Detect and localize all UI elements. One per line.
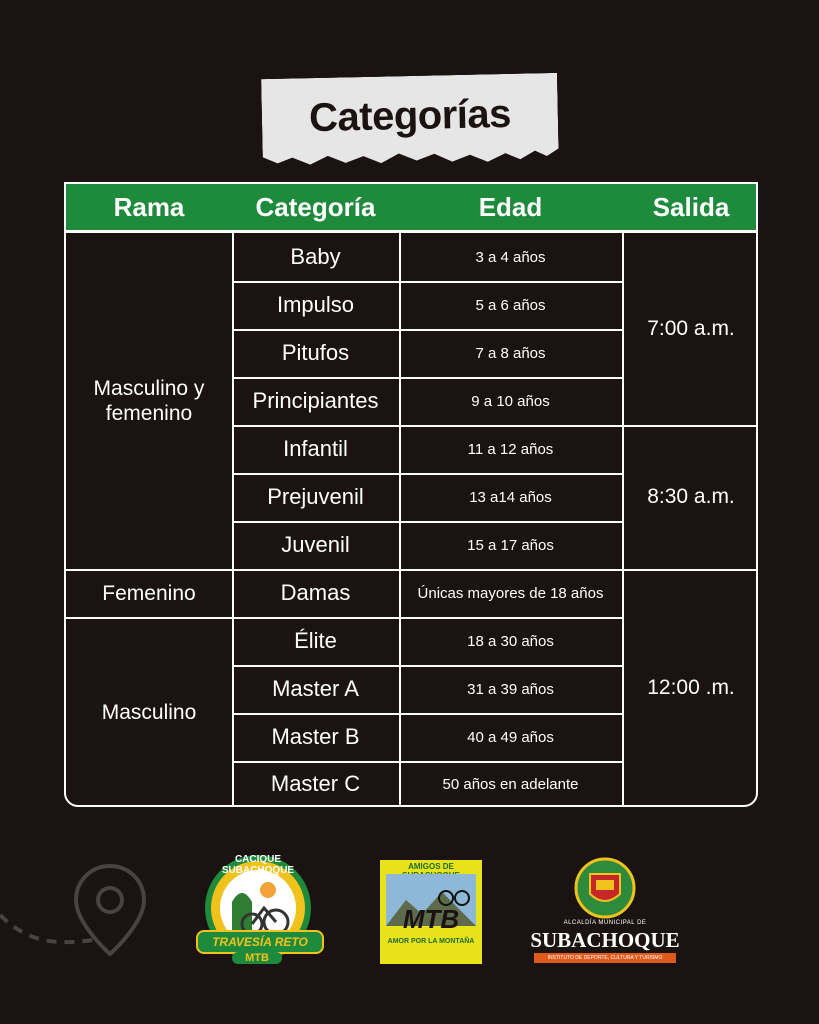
dashed-path-decoration [0, 905, 110, 955]
age-cell: 50 años en adelante [399, 761, 624, 807]
cacique-top-text: CACIQUE SUBACHOQUE [221, 854, 295, 876]
age-cell: 9 a 10 años [399, 377, 624, 427]
category-cell: Principiantes [232, 377, 401, 427]
category-cell: Élite [232, 617, 401, 667]
municipal-shield-icon [574, 856, 636, 920]
alcaldia-sub: INSTITUTO DE DEPORTE, CULTURA Y TURISMO [534, 953, 676, 963]
cacique-banner: TRAVESÍA RETO [196, 930, 324, 954]
categories-table [64, 182, 758, 807]
header-categoria: Categoría [232, 184, 401, 233]
amigos-top-text: AMIGOS DE [408, 862, 454, 871]
category-cell: Master B [232, 713, 401, 763]
category-cell: Juvenil [232, 521, 401, 571]
alcaldia-arc-text: ALCALDÍA MUNICIPAL DE [563, 920, 647, 926]
age-cell: Únicas mayores de 18 años [399, 569, 624, 619]
cacique-logo [192, 850, 322, 972]
age-cell: 31 a 39 años [399, 665, 624, 715]
rama-masculino-femenino: Masculino y femenino [66, 233, 234, 571]
category-cell: Infantil [232, 425, 401, 475]
age-cell: 40 a 49 años [399, 713, 624, 763]
header-rama: Rama [66, 184, 234, 233]
age-cell: 7 a 8 años [399, 329, 624, 379]
cacique-sub: MTB [232, 952, 282, 964]
amigos-mtb: MTB [402, 904, 460, 934]
category-cell: Damas [232, 569, 401, 619]
salida-time-2: 8:30 a.m. [622, 425, 758, 571]
category-cell: Prejuvenil [232, 473, 401, 523]
amigos-bottom-text: AMOR POR LA MONTAÑA [387, 938, 475, 945]
category-cell: Pitufos [232, 329, 401, 379]
age-cell: 5 a 6 años [399, 281, 624, 331]
salida-time-1: 7:00 a.m. [622, 233, 758, 427]
page-title: Categorías [308, 91, 512, 141]
category-cell: Master A [232, 665, 401, 715]
alcaldia-name: SUBACHOQUE [530, 928, 680, 952]
amigos-logo [380, 860, 482, 964]
age-cell: 18 a 30 años [399, 617, 624, 667]
salida-time-3: 12:00 .m. [647, 676, 735, 699]
age-cell: 11 a 12 años [399, 425, 624, 475]
rama-masculino: Masculino [66, 617, 234, 807]
alcaldia-logo [530, 856, 680, 966]
title-banner [262, 76, 558, 168]
rama-femenino: Femenino [66, 569, 234, 619]
age-cell: 13 a14 años [399, 473, 624, 523]
category-cell: Baby [232, 233, 401, 283]
age-cell: 15 a 17 años [399, 521, 624, 571]
category-cell: Impulso [232, 281, 401, 331]
header-salida: Salida [622, 184, 758, 233]
age-cell: 3 a 4 años [399, 233, 624, 283]
category-cell: Master C [232, 761, 401, 807]
header-edad: Edad [399, 184, 624, 233]
